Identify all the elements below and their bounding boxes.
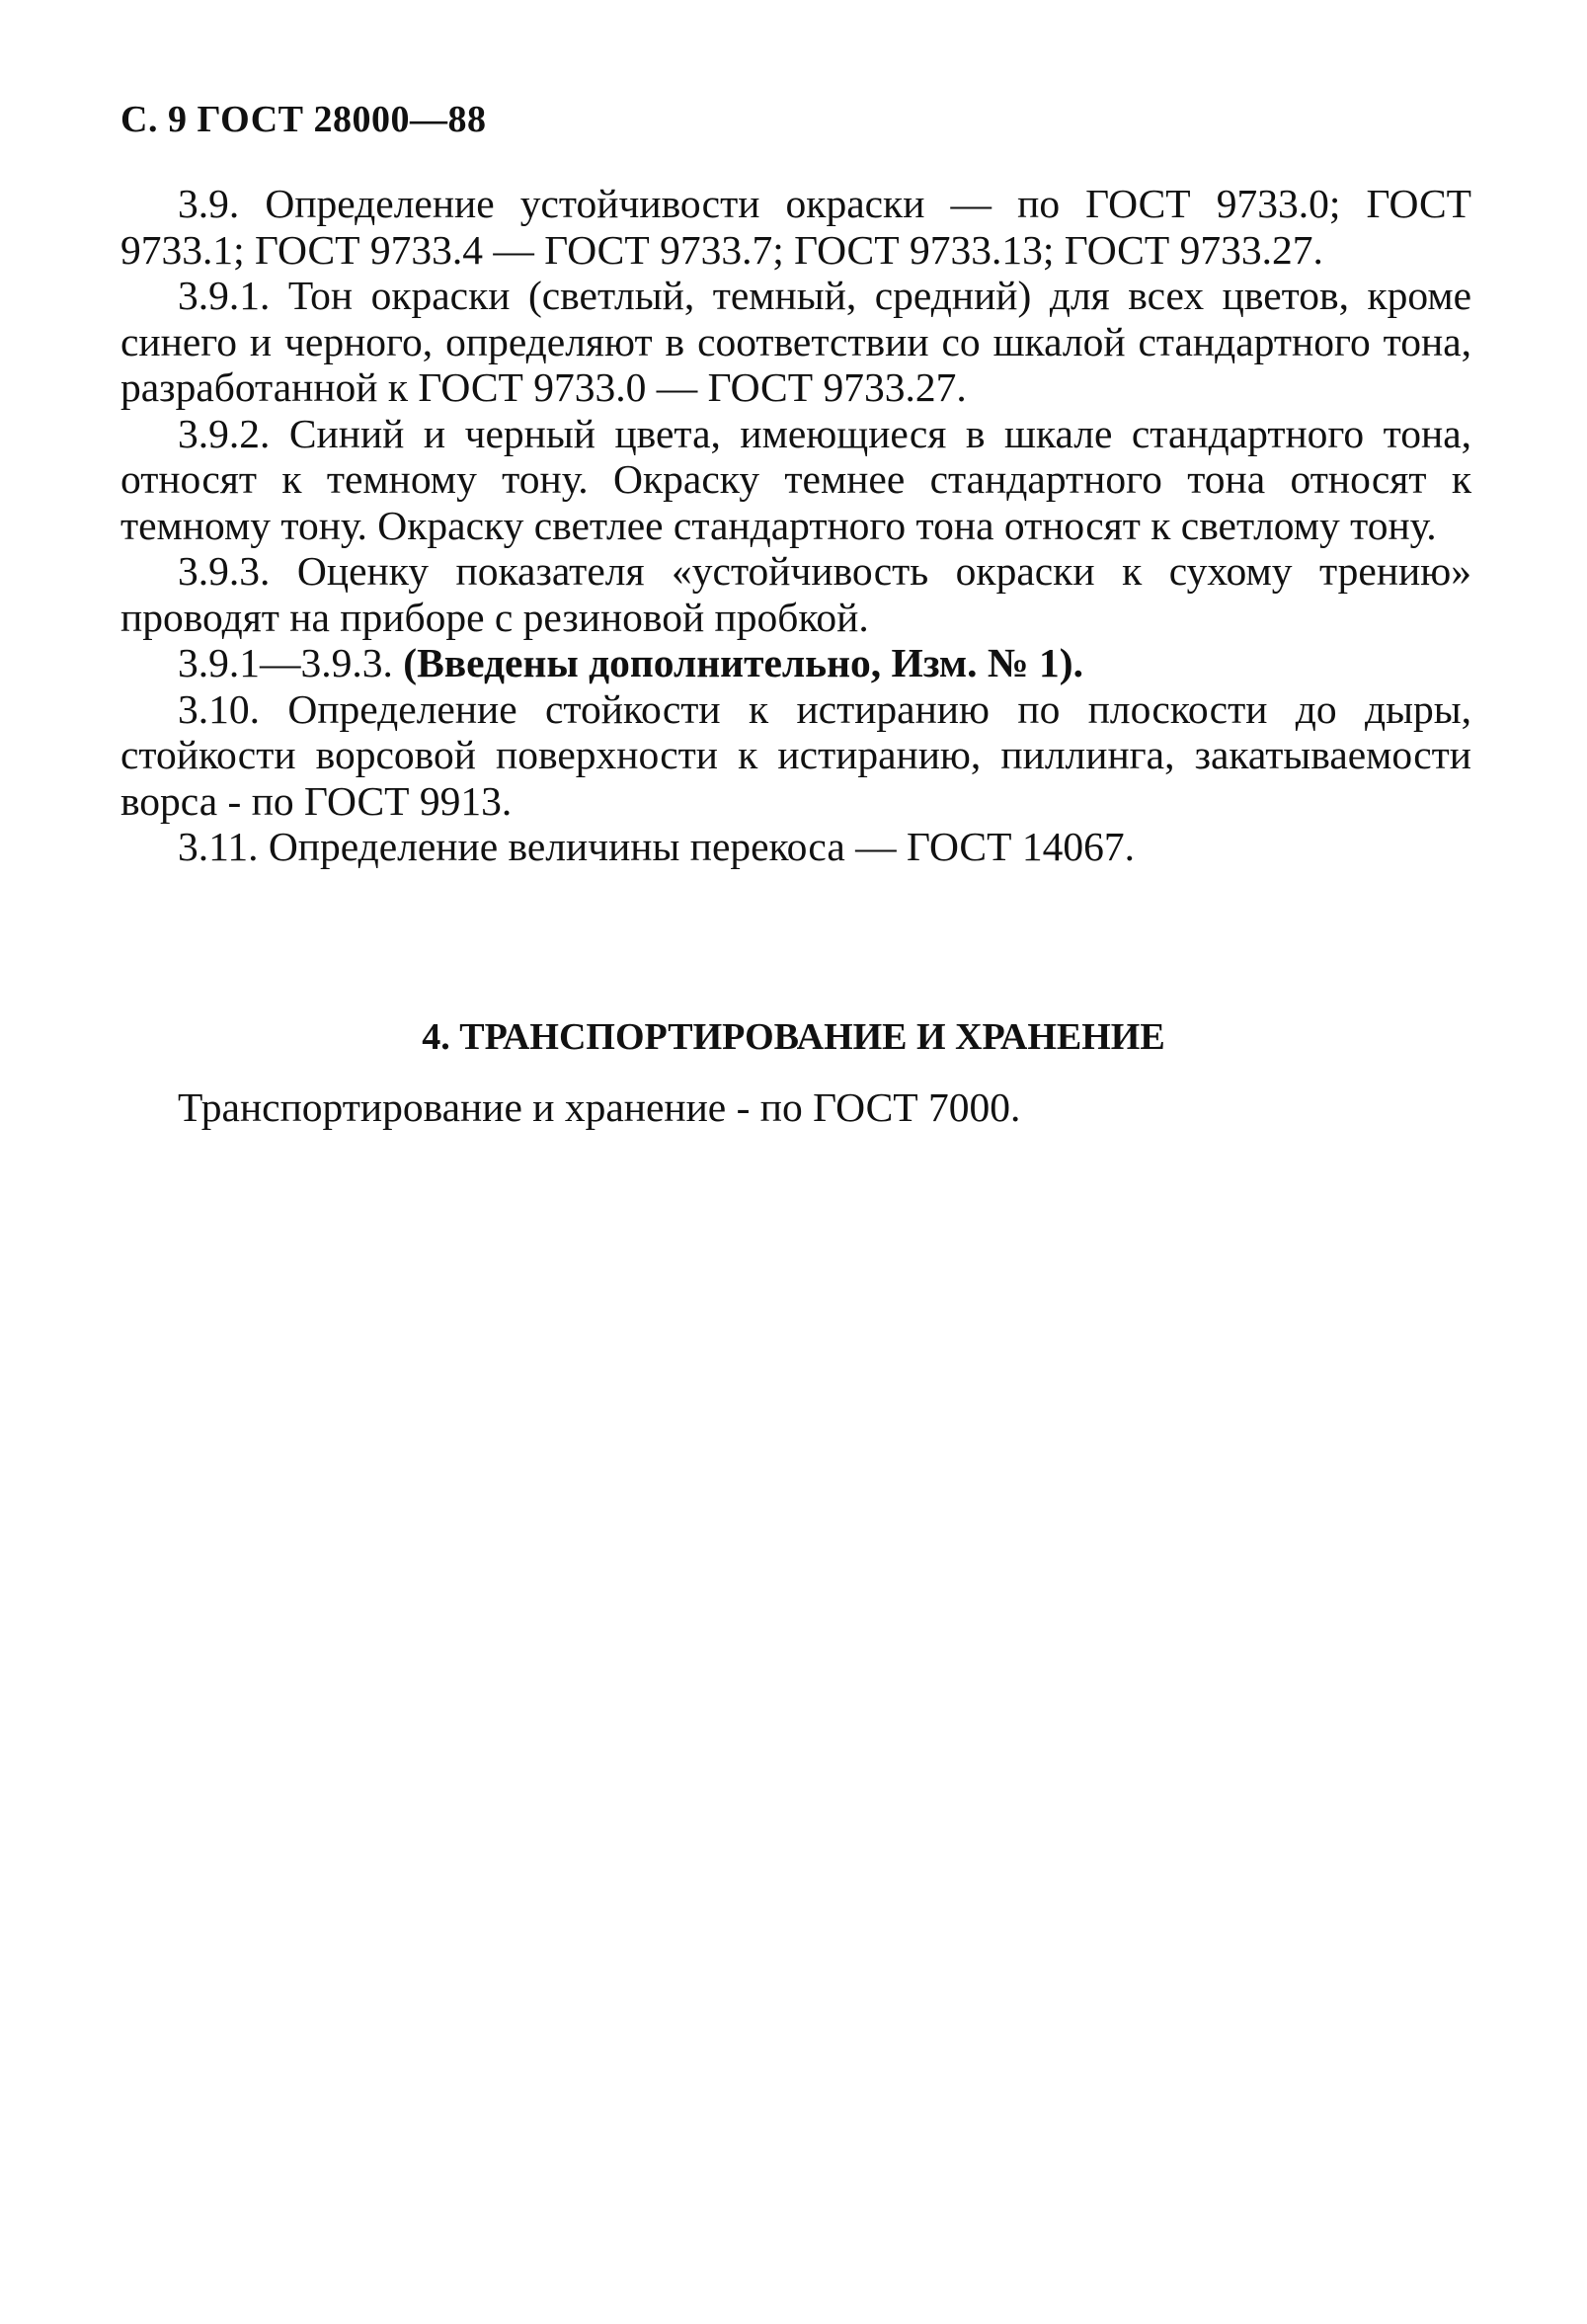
section-4-text: Транспортирование и хранение - по ГОСТ 7000. xyxy=(178,1084,1021,1130)
paragraph-3-9-1: 3.9.1. Тон окраски (светлый, темный, средний) для всех цветов, кроме синего и черного, определяют в соответствии со шкалой стандартного тона, разработанной к ГОСТ 9733.0 — ГОСТ 9733.27. xyxy=(120,273,1471,410)
amendment-range: 3.9.1—3.9.3. xyxy=(178,640,393,685)
paragraph-3-9-3: 3.9.3. Оценку показателя «устойчивость окраски к сухому трению» проводят на приборе с резиновой пробкой. xyxy=(120,548,1471,640)
page-header: С. 9 ГОСТ 28000—88 xyxy=(120,99,487,140)
section-3-body xyxy=(120,181,1471,870)
paragraph-3-10: 3.10. Определение стойкости к истиранию по плоскости до дыры, стойкости ворсовой поверхности к истиранию, пиллинга, закатываемости ворса - по ГОСТ 9913. xyxy=(120,685,1471,824)
paragraph-3-9-2: 3.9.2. Синий и черный цвета, имеющиеся в шкале стандартного тона, относят к темному тону. Окраску темнее стандартного тона относят к темному тону. Окраску светлее стандартного тона относят к светлому тону. xyxy=(120,410,1471,548)
section-4-title: 4. ТРАНСПОРТИРОВАНИЕ И ХРАНЕНИЕ xyxy=(422,1016,1165,1058)
paragraph-3-11: 3.11. Определение величины перекоса — ГОСТ 14067. xyxy=(178,824,1135,869)
amendment-note xyxy=(120,640,1471,686)
amendment-text: (Введены дополнительно, Изм. № 1). xyxy=(403,640,1083,685)
paragraph-3-9: 3.9. Определение устойчивости окраски — по ГОСТ 9733.0; ГОСТ 9733.1; ГОСТ 9733.4 — ГОСТ 9733.7; ГОСТ 9733.13; ГОСТ 9733.27. xyxy=(120,181,1471,273)
